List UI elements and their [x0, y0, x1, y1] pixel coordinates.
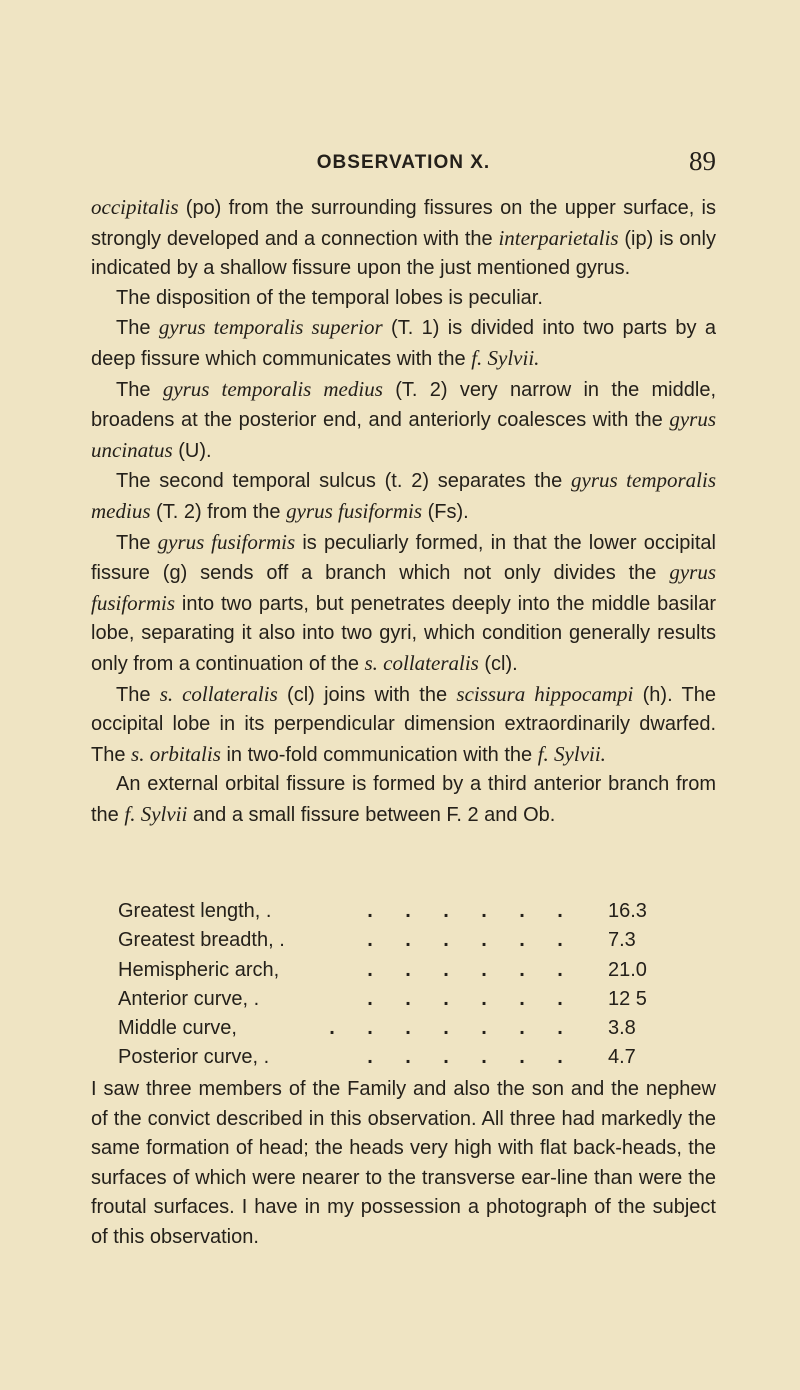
text-run: (h). The occipital lobe in its perpendicular dimension extraordinarily dwarfed. The [91, 683, 716, 766]
text-run: The second temporal sulcus (t. 2) separates the [116, 470, 572, 493]
closing-text: I saw three members of the Family and also the son and the nephew of the convict described in this observation. All three had markedly the same formation of head; the heads very high with flat back-heads, the surfaces of which were nearer to the transverse ear-line than were the froutal surfaces. I have in my possession a photograph of the subject of this observation. [91, 1078, 716, 1248]
measurement-row [118, 897, 647, 926]
text-run: The [116, 531, 158, 554]
text-run: (Fs). [422, 500, 469, 523]
measurement-value: 4.7 [608, 1046, 636, 1069]
text-run: (po) from the surrounding fissures on the upper surface, is strongly developed and a connection with the [91, 197, 716, 250]
text-run: The [116, 317, 159, 340]
latin-term: s. orbitalis [131, 741, 221, 766]
text-run: The [116, 378, 163, 401]
measurement-label: Posterior curve, . [118, 1046, 270, 1069]
latin-term: gyrus temporalis superior [158, 315, 383, 340]
measurement-label: Middle curve, [118, 1017, 237, 1040]
measurement-row [118, 1014, 638, 1043]
text-run: The disposition of the temporal lobes is peculiar. [116, 286, 543, 309]
text-run: (T. 1) is divided into two parts by a deep fissure which communicates with the [91, 317, 716, 370]
latin-term: s. collateralis [364, 650, 479, 675]
latin-term: interparietalis [498, 225, 619, 250]
dot-leader: . . . . . . [367, 900, 563, 922]
latin-term: gyrus temporalis medius [91, 468, 717, 523]
measurement-row [118, 1043, 638, 1072]
text-run: in two-fold communication with the [220, 743, 538, 766]
dot-leader: . . . . . . [367, 958, 563, 981]
measurement-label: Greatest breadth, . [118, 929, 285, 952]
latin-term: f. Sylvii. [471, 345, 540, 370]
page-header [91, 146, 716, 180]
latin-term: s. collateralis [159, 681, 278, 706]
latin-term: f. Sylvii [124, 801, 188, 826]
body-text [91, 193, 716, 830]
measurement-label: Anterior curve, . [118, 987, 260, 1010]
measurement-value: 7.3 [608, 929, 636, 952]
page-number: 89 [689, 146, 716, 176]
dot-leader: . . . . . . [367, 987, 563, 1010]
closing-paragraph [91, 1075, 716, 1253]
latin-term: gyrus fusiformis [286, 498, 423, 523]
text-run: The [116, 683, 160, 706]
paragraph [91, 770, 716, 830]
paragraph [91, 528, 716, 680]
dot-leader: . . . . . . . [329, 1017, 563, 1040]
latin-term: occipitalis [91, 195, 179, 219]
latin-term: gyrus temporalis medius [162, 376, 383, 401]
measurement-value: 21.0 [608, 958, 647, 981]
measurement-row [118, 926, 638, 955]
latin-term: gyrus uncinatus [91, 407, 716, 462]
text-run: (T. 2) from the [150, 500, 287, 523]
measurement-value: 16.3 [608, 900, 647, 922]
text-run: is peculiarly formed, in that the lower occipital fissure (g) sends off a branch which not only divides the [91, 531, 716, 585]
measurement-label: Greatest length, . [118, 900, 272, 922]
paragraph [91, 284, 716, 314]
paragraph [91, 466, 716, 527]
dot-leader: . . . . . . [367, 1046, 563, 1069]
paragraph [91, 313, 716, 374]
text-run: (cl). [478, 652, 518, 675]
measurement-row [118, 985, 647, 1014]
text-run: and a small fissure between F. 2 and Ob. [187, 803, 556, 826]
measurement-value: 3.8 [608, 1017, 636, 1040]
latin-term: gyrus fusiformis [91, 560, 716, 615]
text-run: (T. 2) very narrow in the middle, broadens at the posterior end, and anteriorly coalesces with the [91, 378, 716, 432]
text-run: into two parts, but penetrates deeply into the middle basilar lobe, separating it also into two gyri, which condition generally results only from a continuation of the [91, 592, 716, 675]
text-run: (U). [172, 439, 212, 462]
latin-term: gyrus fusiformis [157, 529, 296, 554]
dot-leader: . . . . . . [367, 929, 563, 952]
text-run: (cl) joins with the [277, 683, 457, 706]
paragraph [91, 193, 716, 284]
text-run: An external orbital fissure is formed by a third anterior branch from the [91, 773, 716, 826]
measurement-value: 12 5 [608, 987, 647, 1010]
measurements-table [118, 897, 647, 1073]
latin-term: f. Sylvii. [537, 741, 606, 766]
text-run: (ip) is only indicated by a shallow fissure upon the just mentioned gyrus. [91, 227, 716, 280]
paragraph [91, 680, 716, 771]
measurement-row [118, 956, 647, 985]
latin-term: scissura hippocampi [456, 681, 634, 706]
measurement-label: Hemispheric arch, [118, 958, 280, 981]
paragraph [91, 375, 716, 467]
running-head: OBSERVATION X. [316, 152, 491, 173]
